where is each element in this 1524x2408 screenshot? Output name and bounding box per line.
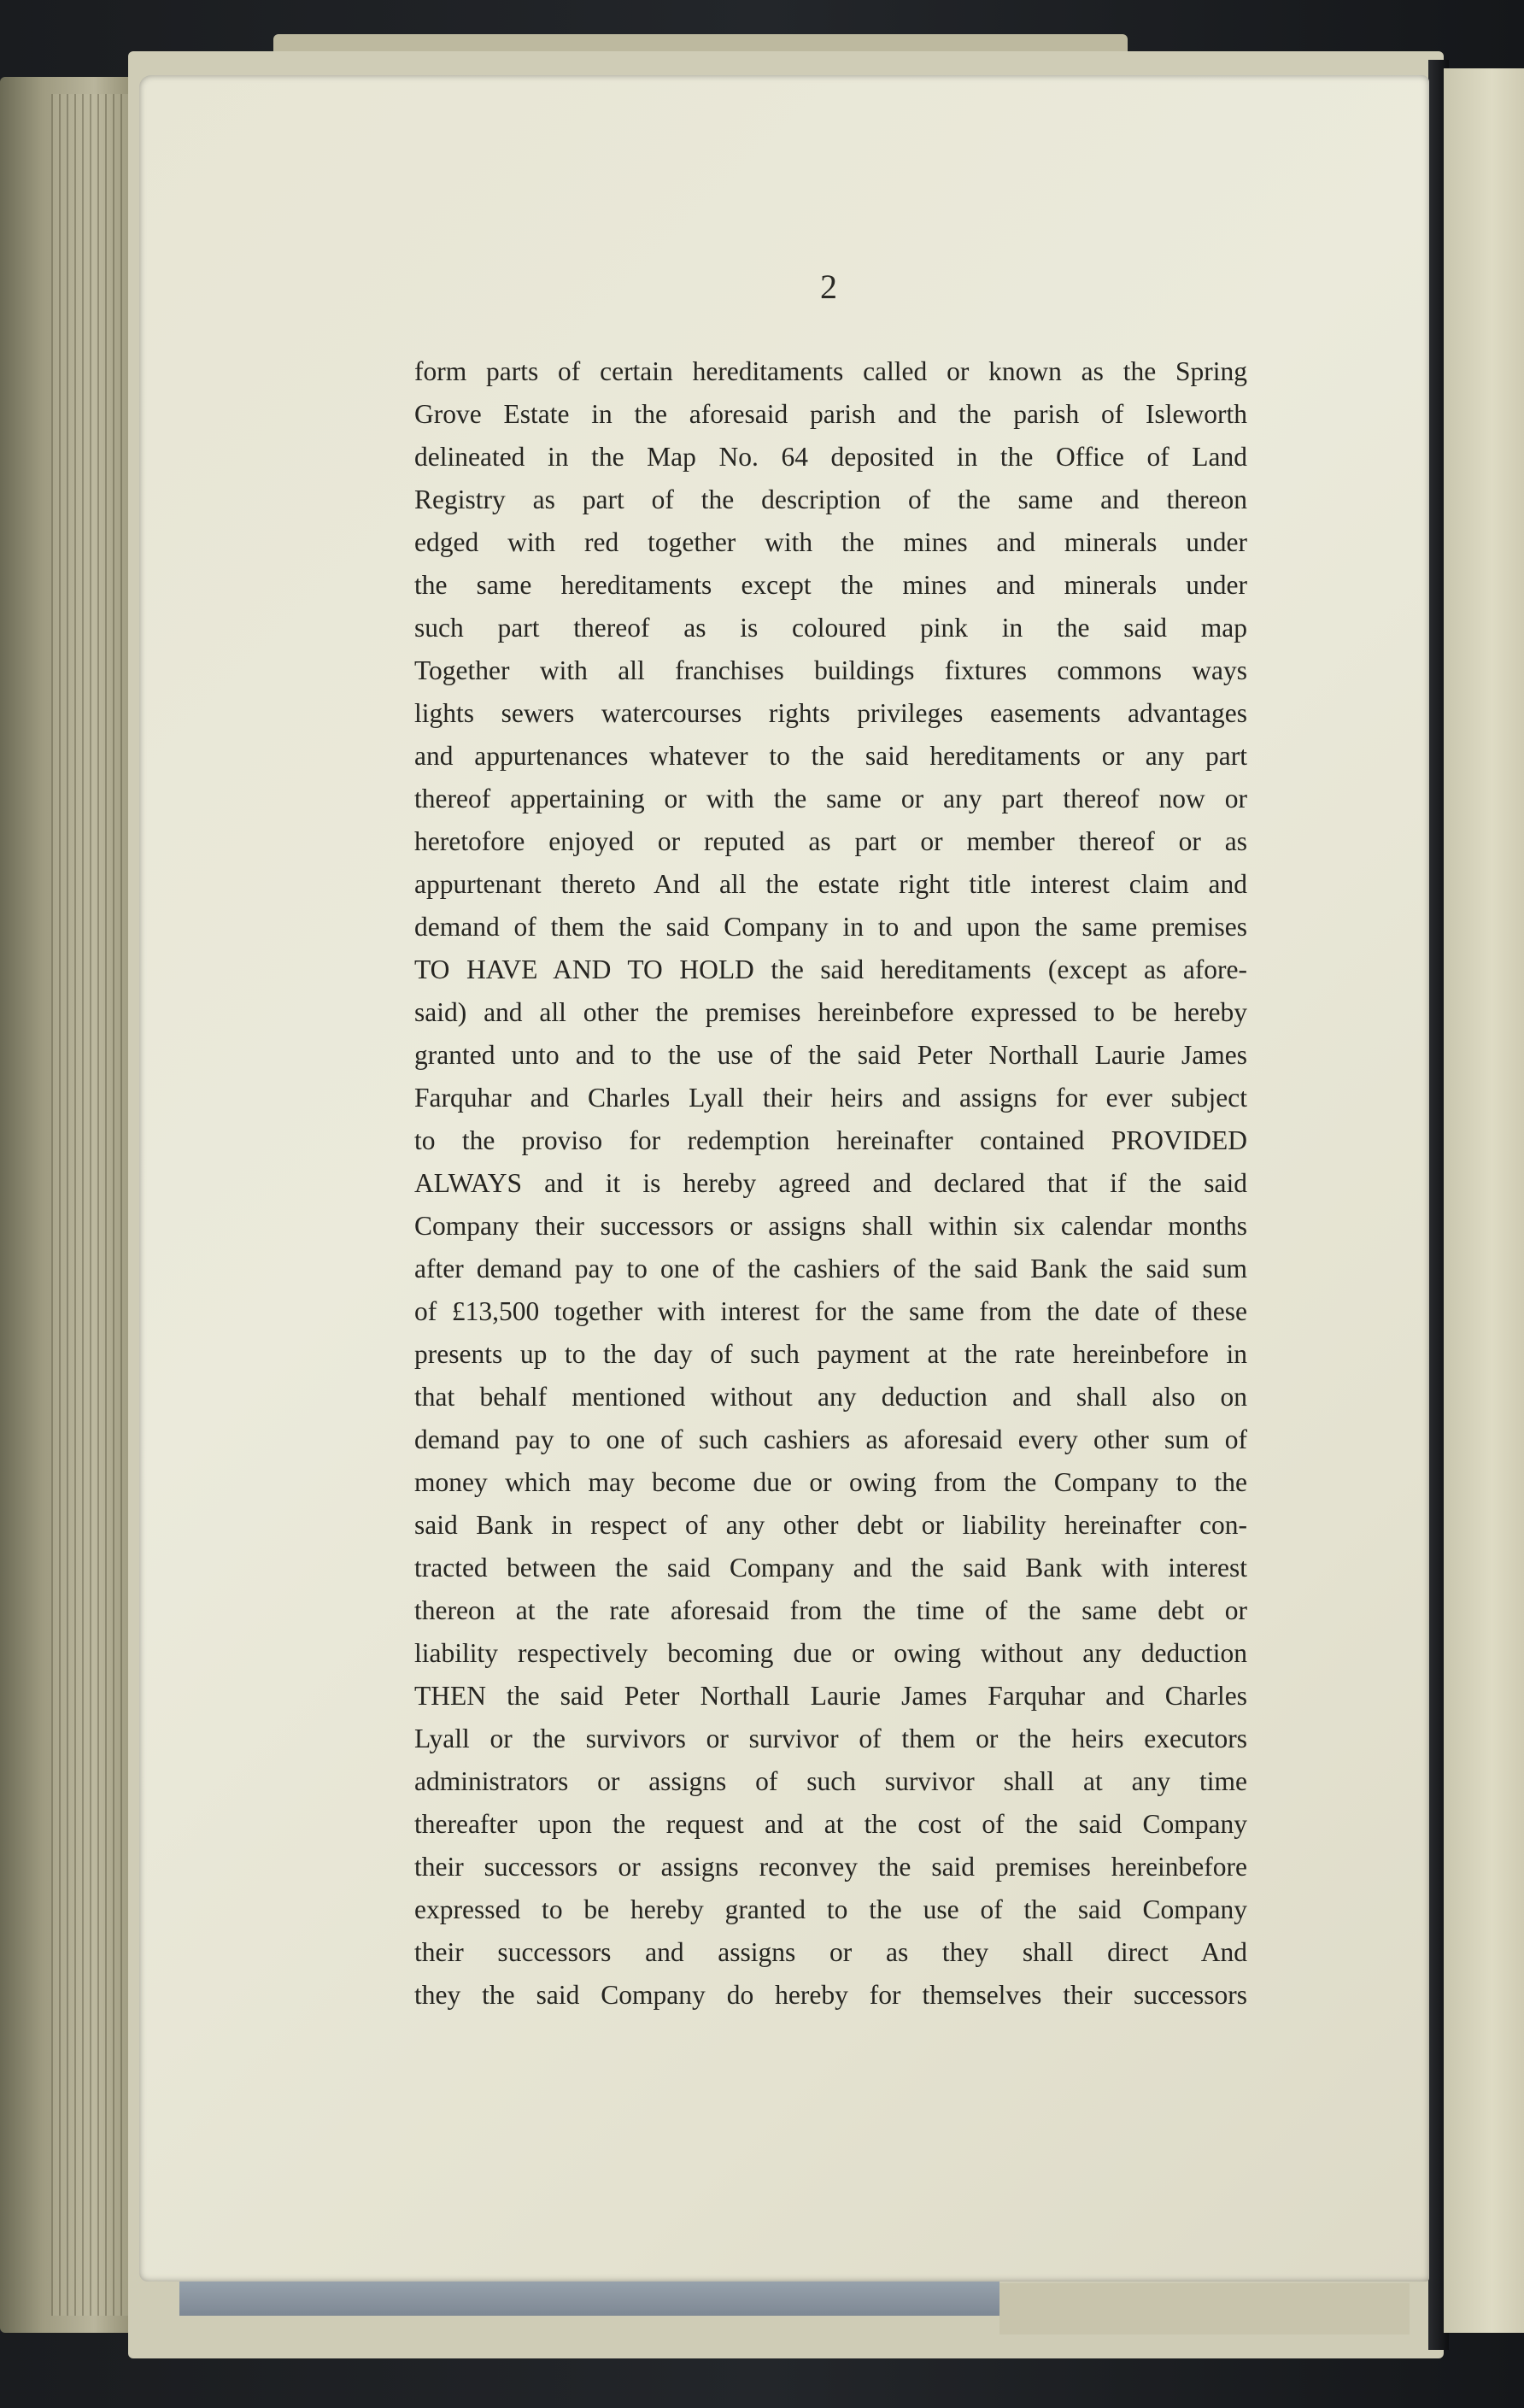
- text-line: ALWAYS and it is hereby agreed and declared that if the said: [414, 1168, 1247, 1198]
- text-line: thereafter upon the request and at the cost of the said Company: [414, 1809, 1247, 1839]
- text-line: edged with red together with the mines and minerals under: [414, 527, 1247, 557]
- bottom-paper-edge: [999, 2283, 1410, 2335]
- text-line: demand pay to one of such cashiers as aforesaid every other sum of: [414, 1424, 1247, 1454]
- text-line: to the proviso for redemption hereinafter contained PROVIDED: [414, 1125, 1247, 1155]
- text-line: liability respectively becoming due or owing without any deduction: [414, 1638, 1247, 1668]
- text-line: after demand pay to one of the cashiers of the said Bank the said sum: [414, 1254, 1247, 1283]
- text-line: appurtenant thereto And all the estate right title interest claim and: [414, 869, 1247, 899]
- text-line: they the said Company do hereby for themselves their successors: [414, 1980, 1247, 2010]
- text-line: THEN the said Peter Northall Laurie James Farquhar and Charles: [414, 1681, 1247, 1711]
- text-line: that behalf mentioned without any deduction and shall also on: [414, 1382, 1247, 1412]
- text-line: the same hereditaments except the mines and minerals under: [414, 570, 1247, 600]
- text-line: said) and all other the premises hereinbefore expressed to be hereby: [414, 997, 1247, 1027]
- text-line: heretofore enjoyed or reputed as part or member thereof or as: [414, 826, 1247, 856]
- text-line: and appurtenances whatever to the said hereditaments or any part: [414, 741, 1247, 771]
- text-line: Grove Estate in the aforesaid parish and the parish of Isleworth: [414, 399, 1247, 429]
- facing-page-edge: [1444, 68, 1524, 2333]
- text-line: their successors or assigns reconvey the said premises hereinbefore: [414, 1852, 1247, 1882]
- text-line: of £13,500 together with interest for the same from the date of these: [414, 1296, 1247, 1326]
- text-line: Together with all franchises buildings fixtures commons ways: [414, 655, 1247, 685]
- text-line: thereof appertaining or with the same or any part thereof now or: [414, 784, 1247, 813]
- text-line: form parts of certain hereditaments called or known as the Spring: [414, 356, 1247, 386]
- text-line: said Bank in respect of any other debt or liability hereinafter con-: [414, 1510, 1247, 1540]
- text-line: their successors and assigns or as they shall direct And: [414, 1937, 1247, 1967]
- text-line: such part thereof as is coloured pink in the said map: [414, 613, 1247, 643]
- text-line: TO HAVE AND TO HOLD the said hereditaments (except as afore-: [414, 954, 1247, 984]
- text-line: demand of them the said Company in to and upon the same premises: [414, 912, 1247, 942]
- document-body-text: [414, 350, 1247, 2017]
- text-line: thereon at the rate aforesaid from the time of the same debt or: [414, 1595, 1247, 1625]
- text-line: lights sewers watercourses rights privileges easements advantages: [414, 698, 1247, 728]
- text-line: expressed to be hereby granted to the use of the said Company: [414, 1894, 1247, 1924]
- text-line: presents up to the day of such payment at the rate hereinbefore in: [414, 1339, 1247, 1369]
- text-line: Lyall or the survivors or survivor of them or the heirs executors: [414, 1724, 1247, 1753]
- text-line: Farquhar and Charles Lyall their heirs and assigns for ever subject: [414, 1083, 1247, 1113]
- page-number: 2: [820, 267, 837, 306]
- text-line: granted unto and to the use of the said Peter Northall Laurie James: [414, 1040, 1247, 1070]
- text-line: Registry as part of the description of the same and thereon: [414, 485, 1247, 514]
- text-line: delineated in the Map No. 64 deposited in the Office of Land: [414, 442, 1247, 472]
- text-line: money which may become due or owing from the Company to the: [414, 1467, 1247, 1497]
- text-line: administrators or assigns of such survivor shall at any time: [414, 1766, 1247, 1796]
- text-line: Company their successors or assigns shall within six calendar months: [414, 1211, 1247, 1241]
- text-line: tracted between the said Company and the said Bank with interest: [414, 1553, 1247, 1583]
- bottom-paper-tab: [179, 2280, 999, 2316]
